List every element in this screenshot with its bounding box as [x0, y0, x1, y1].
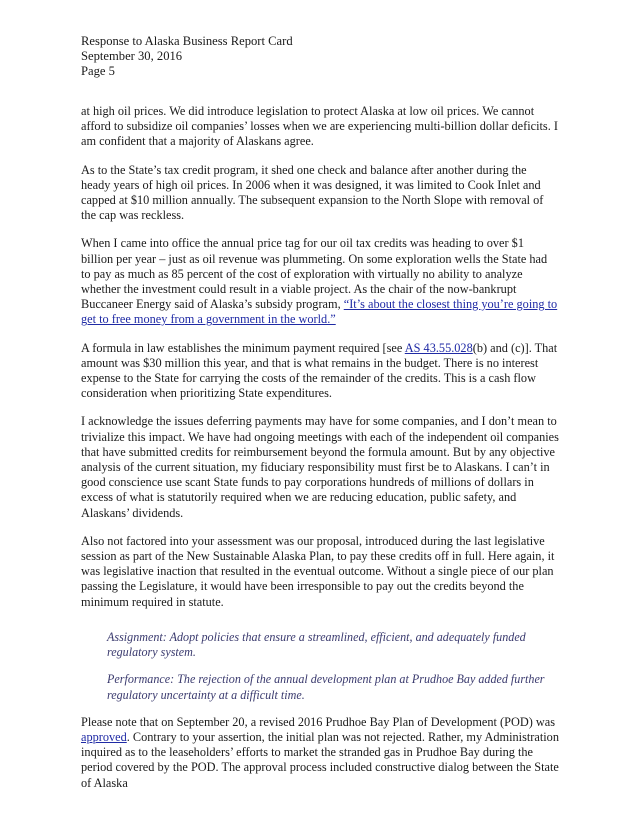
- assessment-block: [107, 630, 559, 703]
- paragraph-4-post: (b) and (c)]. That amount was $30 million this year, and that is what remains in the budget. There is no interest expense to the State for carrying the costs of the remainder of the credits. This is a cash flow consideration when prioritizing State expenditures.: [81, 340, 558, 401]
- header-title: Response to Alaska Business Report Card: [81, 34, 293, 48]
- letter-body: [81, 104, 559, 804]
- letter-header: [81, 34, 293, 79]
- performance-text: Performance: The rejection of the annual development plan at Prudhoe Bay added further regulatory uncertainty at a difficult time.: [107, 672, 545, 702]
- paragraph-6: Also not factored into your assessment was our proposal, introduced during the last legislative session as part of the New Sustainable Alaska Plan, to pay these credits off in full. Here again, it was legislative inaction that resulted in the eventual outcome. Without a single piece of our plan passing the Legislature, it would have been irresponsible to pay out the credits beyond the minimum required in statute.: [81, 533, 555, 609]
- assignment-text: Assignment: Adopt policies that ensure a streamlined, efficient, and adequately funded regulatory system.: [107, 629, 526, 660]
- approved-link[interactable]: approved: [81, 729, 127, 744]
- quote-link[interactable]: “It’s about the closest thing you’re going to get to free money from a government in the world.”: [81, 297, 558, 327]
- statute-link[interactable]: AS 43.55.028: [404, 340, 473, 355]
- paragraph-5: I acknowledge the issues deferring payments may have for some companies, and I don’t mean to trivialize this impact. We have had ongoing meetings with each of the independent oil companies that have submitted credits for reimbursement beyond the formula amount. But by any objective analysis of the current situation, my fiduciary responsibility must first be to Alaskans. I can’t in good conscience use scant State funds to pay corporations hundreds of millions of dollars in excess of what is statutorily required when we are reducing education, public safety, and Alaskans’ dividends.: [81, 414, 559, 520]
- paragraph-1: at high oil prices. We did introduce legislation to protect Alaska at low oil prices. We cannot afford to subsidize oil companies’ losses when we are experiencing multi-billion dollar deficits. I am confident that a majority of Alaskans agree.: [81, 104, 558, 149]
- paragraph-7-post: . Contrary to your assertion, the initial plan was not rejected. Rather, my Administration inquired as to the leaseholders’ efforts to market the stranded gas in Prudhoe Bay during the period covered by the POD. The approval process included constructive dialog between the State of Alaska: [81, 729, 559, 790]
- header-date: September 30, 2016: [81, 49, 183, 63]
- paragraph-7-pre: Please note that on September 20, a revised 2016 Prudhoe Bay Plan of Development (POD) was: [81, 714, 556, 729]
- paragraph-3: [81, 236, 559, 327]
- paragraph-4-pre: A formula in law establishes the minimum payment required [see: [81, 340, 405, 355]
- header-page-number: Page 5: [81, 64, 115, 78]
- paragraph-7: [81, 715, 559, 791]
- paragraph-3-text: When I came into office the annual price tag for our oil tax credits was heading to over $1 billion per year – just as oil revenue was plummeting. On some exploration wells the State had to pay as much as 85 percent of the cost of exploration with virtually no ability to analyze whether the investment could result in a viable project. As the chair of the now-bankrupt Buccaneer Energy said of Alaska’s subsidy program,: [81, 236, 548, 312]
- paragraph-2: As to the State’s tax credit program, it shed one check and balance after another during the heady years of high oil prices. In 2006 when it was designed, it was limited to Cook Inlet and capped at $10 million annually. The subsequent expansion to the North Slope with removal of the cap was reckless.: [81, 162, 544, 223]
- paragraph-4: [81, 341, 559, 402]
